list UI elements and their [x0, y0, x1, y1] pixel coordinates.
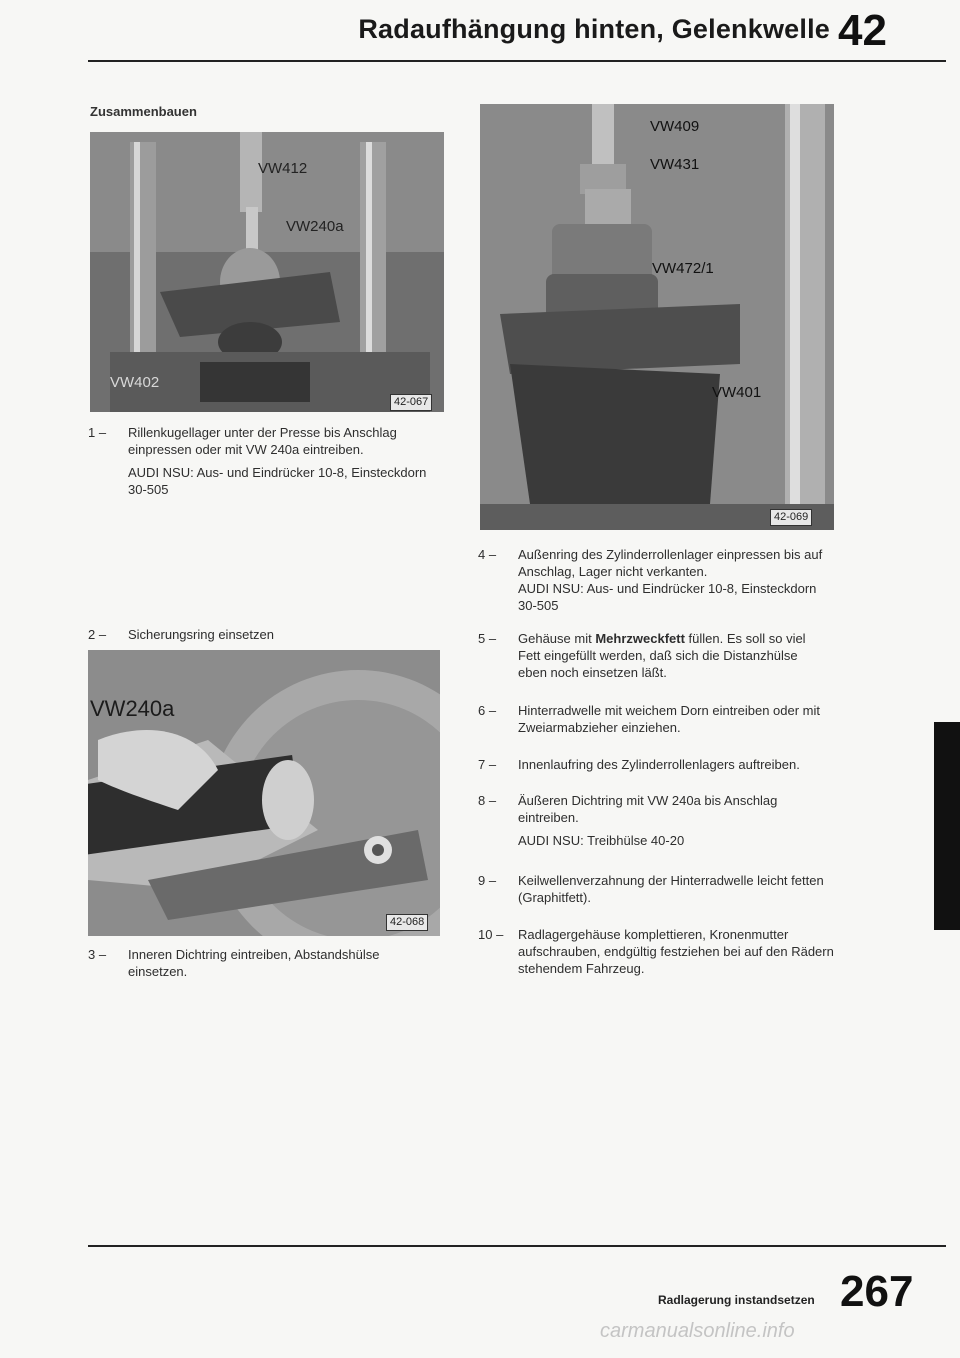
step-3-text: Inneren Dichtring eintreiben, Abstandshülse einsetzen.	[128, 947, 380, 979]
step-7-text: Innenlaufring des Zylinderrollenlagers auftreiben.	[518, 757, 800, 772]
footer-section-label: Radlagerung instandsetzen	[658, 1293, 815, 1307]
figure-ref: 42-068	[386, 914, 428, 931]
step-10-text: Radlagergehäuse komplettieren, Kronenmutter aufschrauben, endgültig festziehen bei auf den Rädern stehendem Fahrzeug.	[518, 927, 834, 976]
section-heading: Zusammenbauen	[90, 104, 197, 119]
header-rule	[88, 60, 946, 62]
step-1-sub: AUDI NSU: Aus- und Eindrücker 10-8, Einsteckdorn 30-505	[128, 465, 427, 497]
step-1-text: Rillenkugellager unter der Presse bis Anschlag einpressen oder mit VW 240a eintreiben.	[128, 425, 397, 457]
step-6-text: Hinterradwelle mit weichem Dorn eintreiben oder mit Zweiarmabzieher einziehen.	[518, 703, 821, 735]
figure-ref: 42-069	[770, 509, 812, 526]
tool-label-vw412: VW412	[258, 160, 308, 177]
drift-illustration	[88, 650, 440, 936]
figure-ref: 42-067	[390, 394, 432, 411]
tool-label-vw409: VW409	[650, 118, 700, 135]
step-9-text: Keilwellenverzahnung der Hinterradwelle leicht fetten (Graphitfett).	[518, 873, 824, 905]
page-number: 267	[840, 1267, 914, 1316]
step-8-sub: AUDI NSU: Treibhülse 40-20	[518, 833, 685, 848]
tool-label-vw401: VW401	[712, 384, 762, 401]
tool-label-vw240a: VW240a	[90, 696, 175, 721]
footer-rule	[88, 1245, 946, 1247]
tool-label-vw472-1: VW472/1	[652, 260, 714, 277]
chapter-number: 42	[838, 6, 887, 55]
chapter-thumb-tab	[934, 722, 960, 930]
step-4-sub: AUDI NSU: Aus- und Eindrücker 10-8, Einsteckdorn 30-505	[518, 581, 817, 613]
tool-label-vw402: VW402	[110, 374, 160, 391]
figure-seal-drift	[88, 650, 440, 936]
figure-press-bearing	[90, 132, 444, 412]
tool-label-vw431: VW431	[650, 156, 700, 173]
figure-press-cylinder-bearing	[480, 104, 834, 530]
step-5-text: Gehäuse mit Mehrzweckfett füllen. Es soll so viel Fett eingefüllt werden, daß sich die Distanzhülse eben noch einsetzen läßt.	[518, 631, 806, 680]
page-header-title: Radaufhängung hinten, Gelenkwelle	[358, 14, 830, 44]
site-watermark: carmanualsonline.info	[600, 1320, 795, 1342]
step-2-text: Sicherungsring einsetzen	[128, 627, 274, 642]
step-4-text: Außenring des Zylinderrollenlager einpressen bis auf Anschlag, Lager nicht verkanten.	[518, 547, 823, 579]
tool-label-vw240a: VW240a	[286, 218, 344, 235]
step-8-text: Äußeren Dichtring mit VW 240a bis Anschlag eintreiben.	[518, 793, 778, 825]
